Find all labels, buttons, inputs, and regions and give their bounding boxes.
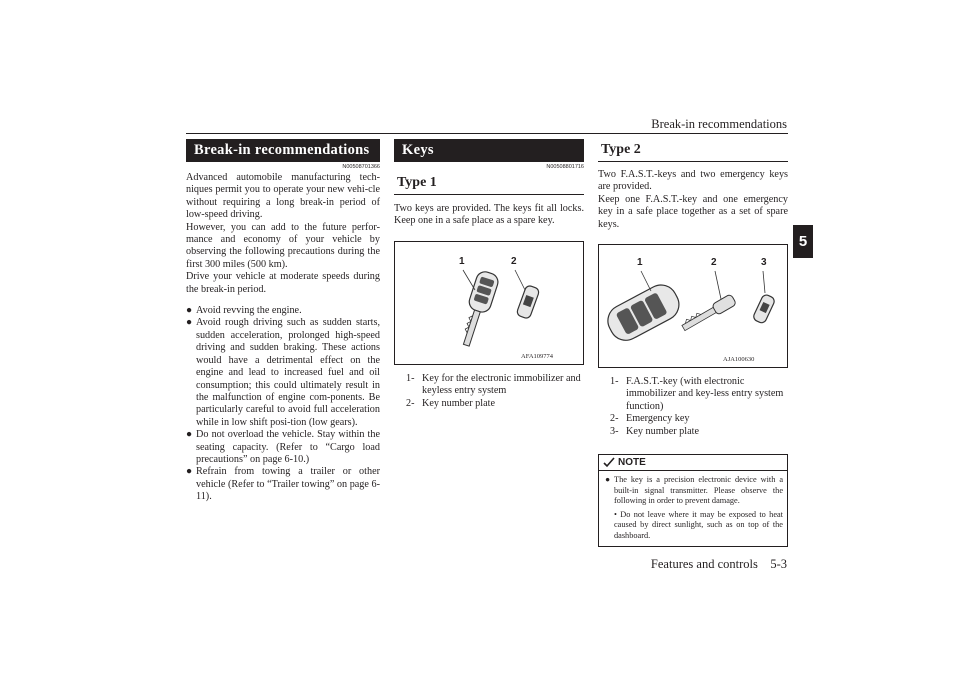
figure-type1-keys	[394, 241, 584, 365]
bullet-item: ● Do not overload the vehicle. Stay within the seating capacity. (Refer to “Cargo load precautions” on page 6-10.)	[186, 429, 380, 465]
figure-code: AFA109774	[521, 352, 554, 360]
list-item: 3- Key number plate	[610, 425, 699, 437]
paragraph: Two F.A.S.T.-keys and two emergency keys are provided.	[598, 169, 788, 193]
checkmark-icon	[603, 457, 615, 468]
bullet-icon: ●	[186, 429, 193, 441]
key-illustration-icon	[395, 242, 583, 364]
figure-code: AJA100630	[723, 356, 755, 364]
note-bullet: ● The key is a precision electronic device with a built-in signal transmitter. Please observe the following in order to prevent damage.	[605, 475, 783, 506]
list-item: 1- Key for the electronic immobilizer and keyless entry system	[406, 372, 581, 397]
figure-type2-keys	[598, 244, 788, 368]
page-footer: Features and controls 5-3	[650, 557, 787, 571]
column-type-2	[598, 139, 788, 547]
list-item: 2- Key number plate	[406, 397, 495, 409]
fast-key-illustration-icon	[599, 245, 787, 367]
paragraph: Drive your vehicle at moderate speeds during the break-in period.	[186, 271, 380, 295]
section-code: N00508701366	[342, 164, 380, 170]
list-item: 2- Emergency key	[610, 413, 690, 425]
note-content	[599, 471, 787, 546]
subheading-type-2: Type 2	[598, 139, 788, 162]
bullet-icon: ●	[186, 466, 193, 478]
section-heading-keys: Keys	[394, 139, 584, 162]
section-code: N00508801716	[546, 164, 584, 170]
note-sub-item: • Do not leave where it may be exposed to heat caused by direct sunlight, such as on top of the dashboard.	[614, 509, 783, 541]
callout-label: 3	[761, 257, 767, 269]
list-item: 1- F.A.S.T.-key (with electronic immobilizer and key-less entry system function)	[610, 376, 784, 412]
bullet-icon: ●	[186, 305, 193, 317]
bullet-item: ● Refrain from towing a trailer or other vehicle (Refer to “Trailer towing” on page 6-11).	[186, 466, 380, 503]
section-heading-break-in: Break-in recommendations	[186, 139, 380, 162]
callout-label: 2	[711, 257, 717, 269]
paragraph: Advanced automobile manufacturing tech-niques permit you to operate your new vehi-cle without requiring a long break-in period of low-speed driving.	[186, 172, 380, 221]
callout-label: 1	[637, 257, 643, 269]
note-header	[599, 455, 787, 471]
bullet-item: ● Avoid revving the engine.	[186, 305, 302, 317]
header-rule	[186, 133, 788, 134]
bullet-icon: ●	[605, 475, 611, 485]
note-box	[598, 454, 788, 547]
paragraph: However, you can add to the future perfor-mance and economy of your vehicle by observing the following precautions during the first 300 miles (500 km).	[186, 221, 380, 270]
chapter-tab[interactable]: 5	[793, 225, 813, 258]
column-break-in	[186, 139, 380, 504]
running-header: Break-in recommendations	[651, 117, 787, 131]
callout-label: 2	[511, 255, 517, 267]
column-keys	[394, 139, 584, 410]
callout-label: 1	[459, 255, 465, 267]
bullet-icon: ●	[186, 317, 193, 329]
subheading-type-1: Type 1	[394, 172, 584, 195]
paragraph: Two keys are provided. The keys fit all locks. Keep one in a safe place as a spare key.	[394, 203, 584, 227]
note-label: NOTE	[618, 457, 646, 469]
paragraph: Keep one F.A.S.T.-key and one emergency key in a safe place together as a set of spare keys.	[598, 193, 788, 230]
bullet-item: ● Avoid rough driving such as sudden starts, sudden acceleration, prolonged high-speed driving and sudden braking. These actions would have a detrimental effect on the engine and lead to increased fuel and oil consumption; this could ultimately result in the malfunction of engine com-ponents. Be particularly careful to avoid full acceleration while in low shift posi-tion (low gears).	[186, 317, 380, 428]
